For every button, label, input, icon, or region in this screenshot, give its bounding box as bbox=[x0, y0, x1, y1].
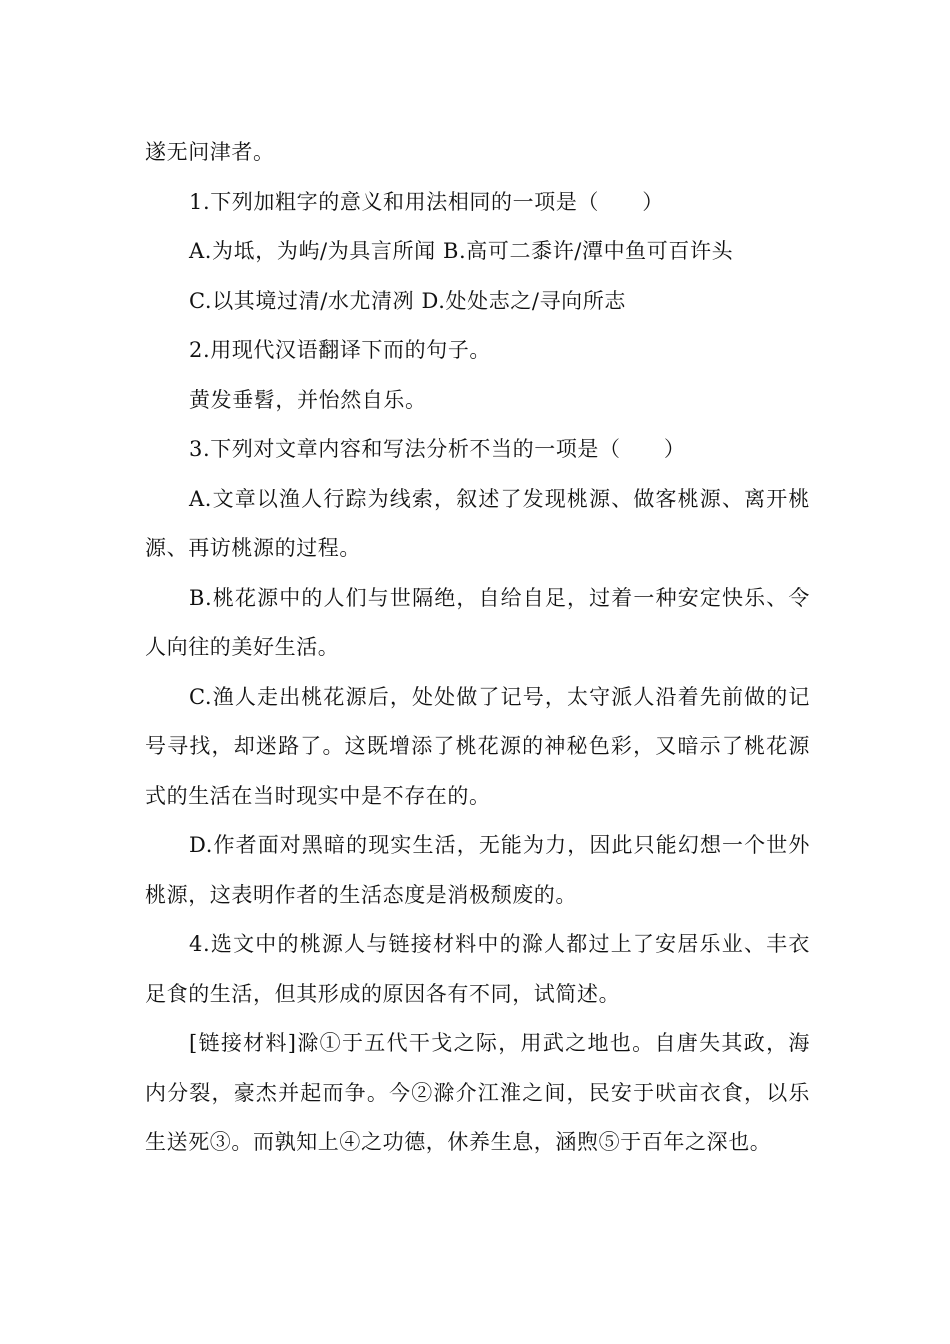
question-3: 3.下列对文章内容和写法分析不当的一项是（ ） bbox=[189, 437, 686, 461]
linked-material: [链接材料]滁①于五代干戈之际，用武之地也。自唐失其政，海内分裂，豪杰并起而争。今②滁介江淮之间，民安于吠亩衣食，以乐生送死③。而孰知上④之功德，休养生息，涵煦⑤于百年之深也。 bbox=[145, 1031, 810, 1154]
question-3-option-b: B.桃花源中的人们与世隔绝，自给自足，过着一种安定快乐、令人向往的美好生活。 bbox=[145, 585, 810, 659]
question-2: 2.用现代汉语翻译下而的句子。 bbox=[189, 338, 492, 362]
question-1-options-cd: C.以其境过清/水尤清冽 D.处处志之/寻向所志 bbox=[189, 288, 626, 313]
question-3-option-d: D.作者面对黑暗的现实生活，无能为力，因此只能幻想一个世外桃源，这表明作者的生活态度是消极颓废的。 bbox=[145, 833, 810, 907]
question-4: 4.选文中的桃源人与链接材料中的滁人都过上了安居乐业、丰衣足食的生活，但其形成的原因各有不同，试简述。 bbox=[145, 932, 810, 1006]
question-1-options-ab: A.为坻，为屿/为具言所闻 B.高可二黍许/潭中鱼可百许头 bbox=[189, 239, 734, 263]
document-body bbox=[145, 128, 810, 1168]
question-3-option-c: C.渔人走出桃花源后，处处做了记号，太守派人沿着先前做的记号寻找，却迷路了。这既增添了桃花源的神秘色彩，又暗示了桃花源式的生活在当时现实中是不存在的。 bbox=[145, 684, 810, 808]
passage-ending: 遂无问津者。 bbox=[145, 140, 275, 164]
question-2-sentence: 黄发垂髫，并怡然自乐。 bbox=[189, 387, 427, 412]
question-1: 1.下列加粗字的意义和用法相同的一项是（ ） bbox=[189, 189, 664, 214]
question-3-option-a: A.文章以渔人行踪为线索，叙述了发现桃源、做客桃源、离开桃源、再访桃源的过程。 bbox=[145, 486, 810, 560]
